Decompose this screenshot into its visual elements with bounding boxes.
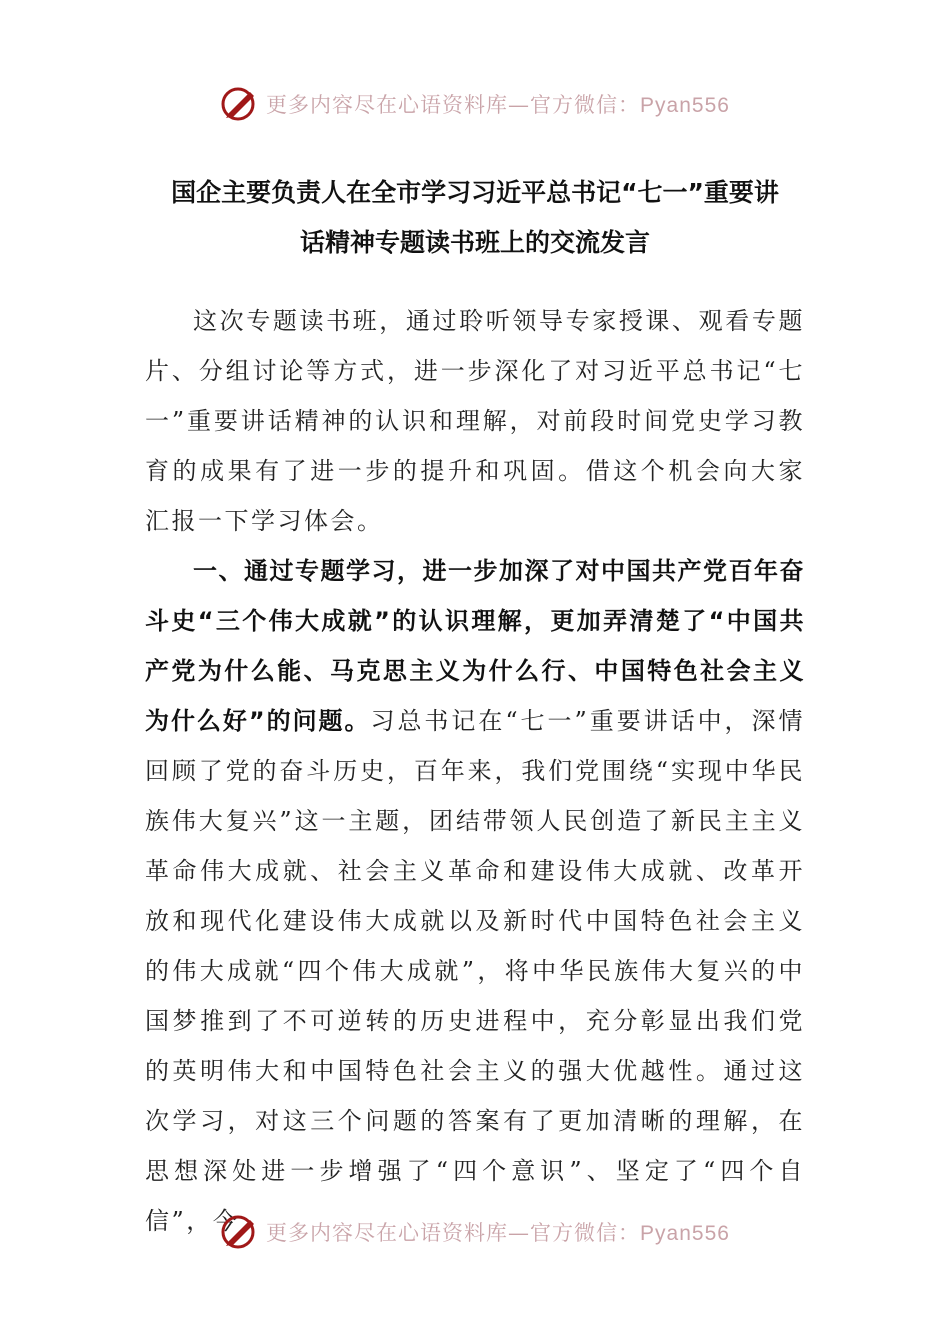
section1-paragraph [145, 546, 805, 1246]
document-body [145, 296, 805, 1246]
title-line-2: 话精神专题读书班上的交流发言 [299, 228, 650, 257]
pen-logo-icon [220, 1212, 260, 1252]
pen-logo-icon [220, 84, 260, 124]
document-title [0, 168, 950, 268]
watermark-banner-top [0, 82, 950, 126]
watermark-text: 更多内容尽在心语资料库—官方微信：Pyan556 [266, 93, 730, 117]
watermark-banner-bottom [0, 1210, 950, 1254]
section1-body: 习总书记在“七一”重要讲话中，深情回顾了党的奋斗历史，百年来，我们党围绕“实现中华民族伟大复兴”这一主题，团结带领人民创造了新民主主义革命伟大成就、社会主义革命和建设伟大成就、改革开放和现代化建设伟大成就以及新时代中国特色社会主义的伟大成就“四个伟大成就”，将中华民族伟大复兴的中国梦推到了不可逆转的历史进程中，充分彰显出我们党的英明伟大和中国特色社会主义的强大优越性。通过这次学习，对这三个问题的答案有了更加清晰的理解，在思想深处进一步增强了“四个意识”、坚定了“四个自信”，今 [145, 707, 805, 1235]
title-line-1: 国企主要负责人在全市学习习近平总书记“七一”重要讲 [171, 178, 779, 207]
section1-heading: 一、通过专题学习，进一步加深了对中国共产党百年奋斗史“三个伟大成就”的认识理解，更加弄清楚了“中国共产党为什么能、马克思主义为什么行、中国特色社会主义为什么好”的问题。 [145, 557, 805, 735]
intro-paragraph: 这次专题读书班，通过聆听领导专家授课、观看专题片、分组讨论等方式，进一步深化了对习近平总书记“七一”重要讲话精神的认识和理解，对前段时间党史学习教育的成果有了进一步的提升和巩固。借这个机会向大家汇报一下学习体会。 [145, 307, 805, 535]
watermark-text: 更多内容尽在心语资料库—官方微信：Pyan556 [266, 1221, 730, 1245]
